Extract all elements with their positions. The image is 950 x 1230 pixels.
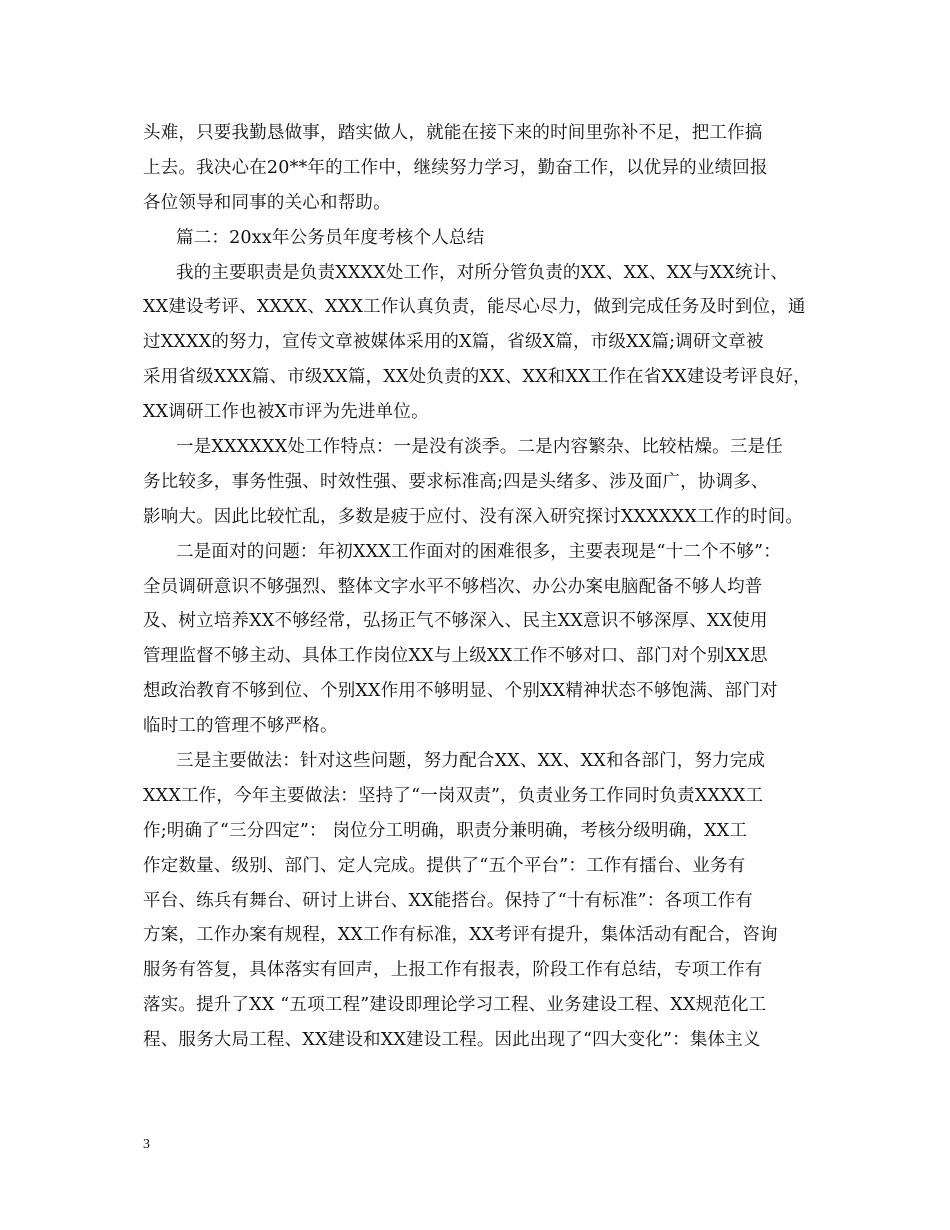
text-line: XX建设考评、XXXX、XXX工作认真负责，能尽心尽力，做到完成任务及时到位，通 bbox=[143, 297, 806, 318]
text-line: 各位领导和同事的关心和帮助。 bbox=[143, 192, 391, 213]
text-line: XX调研工作也被X市评为先进单位。 bbox=[143, 402, 429, 423]
text-line: 及、树立培养XX不够经常，弘扬正气不够深入、民主XX意识不够深厚、XX使用 bbox=[143, 611, 768, 632]
text-line: 全员调研意识不够强烈、整体文字水平不够档次、办公办案电脑配备不够人均普 bbox=[143, 576, 763, 597]
text-line: XXX工作，今年主要做法：坚持了“一岗双责”，负责业务工作同时负责XXXX工 bbox=[143, 785, 764, 806]
text-line: 作定数量、级别、部门、定人完成。提供了“五个平台”：工作有擂台、业务有 bbox=[143, 855, 746, 876]
text-line: 务比较多，事务性强、时效性强、要求标准高;四是头绪多、涉及面广，协调多、 bbox=[143, 471, 769, 492]
text-line: 临时工的管理不够严格。 bbox=[143, 716, 338, 737]
text-line: 二是面对的问题：年初XXX工作面对的困难很多，主要表现是“十二个不够”： bbox=[176, 541, 781, 562]
text-line: 我的主要职责是负责XXXX处工作，对所分管负责的XX、XX、XX与XX统计、 bbox=[176, 262, 789, 283]
body-text bbox=[143, 116, 823, 1058]
text-line: 采用省级XXX篇、市级XX篇，XX处负责的XX、XX和XX工作在省XX建设考评良好， bbox=[143, 367, 811, 388]
text-line: 服务有答复，具体落实有回声，上报工作有报表，阶段工作有总结，专项工作有 bbox=[143, 960, 763, 981]
text-line: 落实。提升了XX “五项工程”建设即理论学习工程、业务建设工程、XX规范化工 bbox=[143, 995, 767, 1016]
text-line: 影响大。因此比较忙乱，多数是疲于应付、没有深入研究探讨XXXXXX工作的时间。 bbox=[143, 506, 804, 527]
text-line: 方案，工作办案有规程，XX工作有标准，XX考评有提升，集体活动有配合，咨询 bbox=[143, 925, 778, 946]
text-line: 管理监督不够主动、具体工作岗位XX与上级XX工作不够对口、部门对个别XX思 bbox=[143, 646, 768, 667]
text-line: 作;明确了“三分四定”： 岗位分工明确，职责分兼明确，考核分级明确，XX工 bbox=[143, 820, 748, 841]
text-line: 程、服务大局工程、XX建设和XX建设工程。因此出现了“四大变化”：集体主义 bbox=[143, 1030, 761, 1051]
text-line: 平台、练兵有舞台、研讨上讲台、XX能搭台。保持了“十有标准”：各项工作有 bbox=[143, 890, 754, 911]
text-line: 三是主要做法：针对这些问题，努力配合XX、XX、XX和各部门，努力完成 bbox=[176, 751, 766, 772]
page-number: 3 bbox=[143, 1137, 150, 1152]
text-line: 过XXXX的努力，宣传文章被媒体采用的X篇，省级X篇，市级XX篇;调研文章被 bbox=[143, 332, 764, 353]
text-line: 想政治教育不够到位、个别XX作用不够明显、个别XX精神状态不够饱满、部门对 bbox=[143, 681, 778, 702]
text-line: 头难，只要我勤恳做事，踏实做人，就能在接下来的时间里弥补不足，把工作搞 bbox=[143, 123, 763, 143]
text-line: 一是XXXXXX处工作特点：一是没有淡季。二是内容繁杂、比较枯燥。三是任 bbox=[176, 437, 783, 458]
text-line: 篇二：20xx年公务员年度考核个人总结 bbox=[176, 227, 485, 248]
text-line: 上去。我决心在20**年的工作中，继续努力学习，勤奋工作，以优异的业绩回报 bbox=[143, 157, 768, 178]
